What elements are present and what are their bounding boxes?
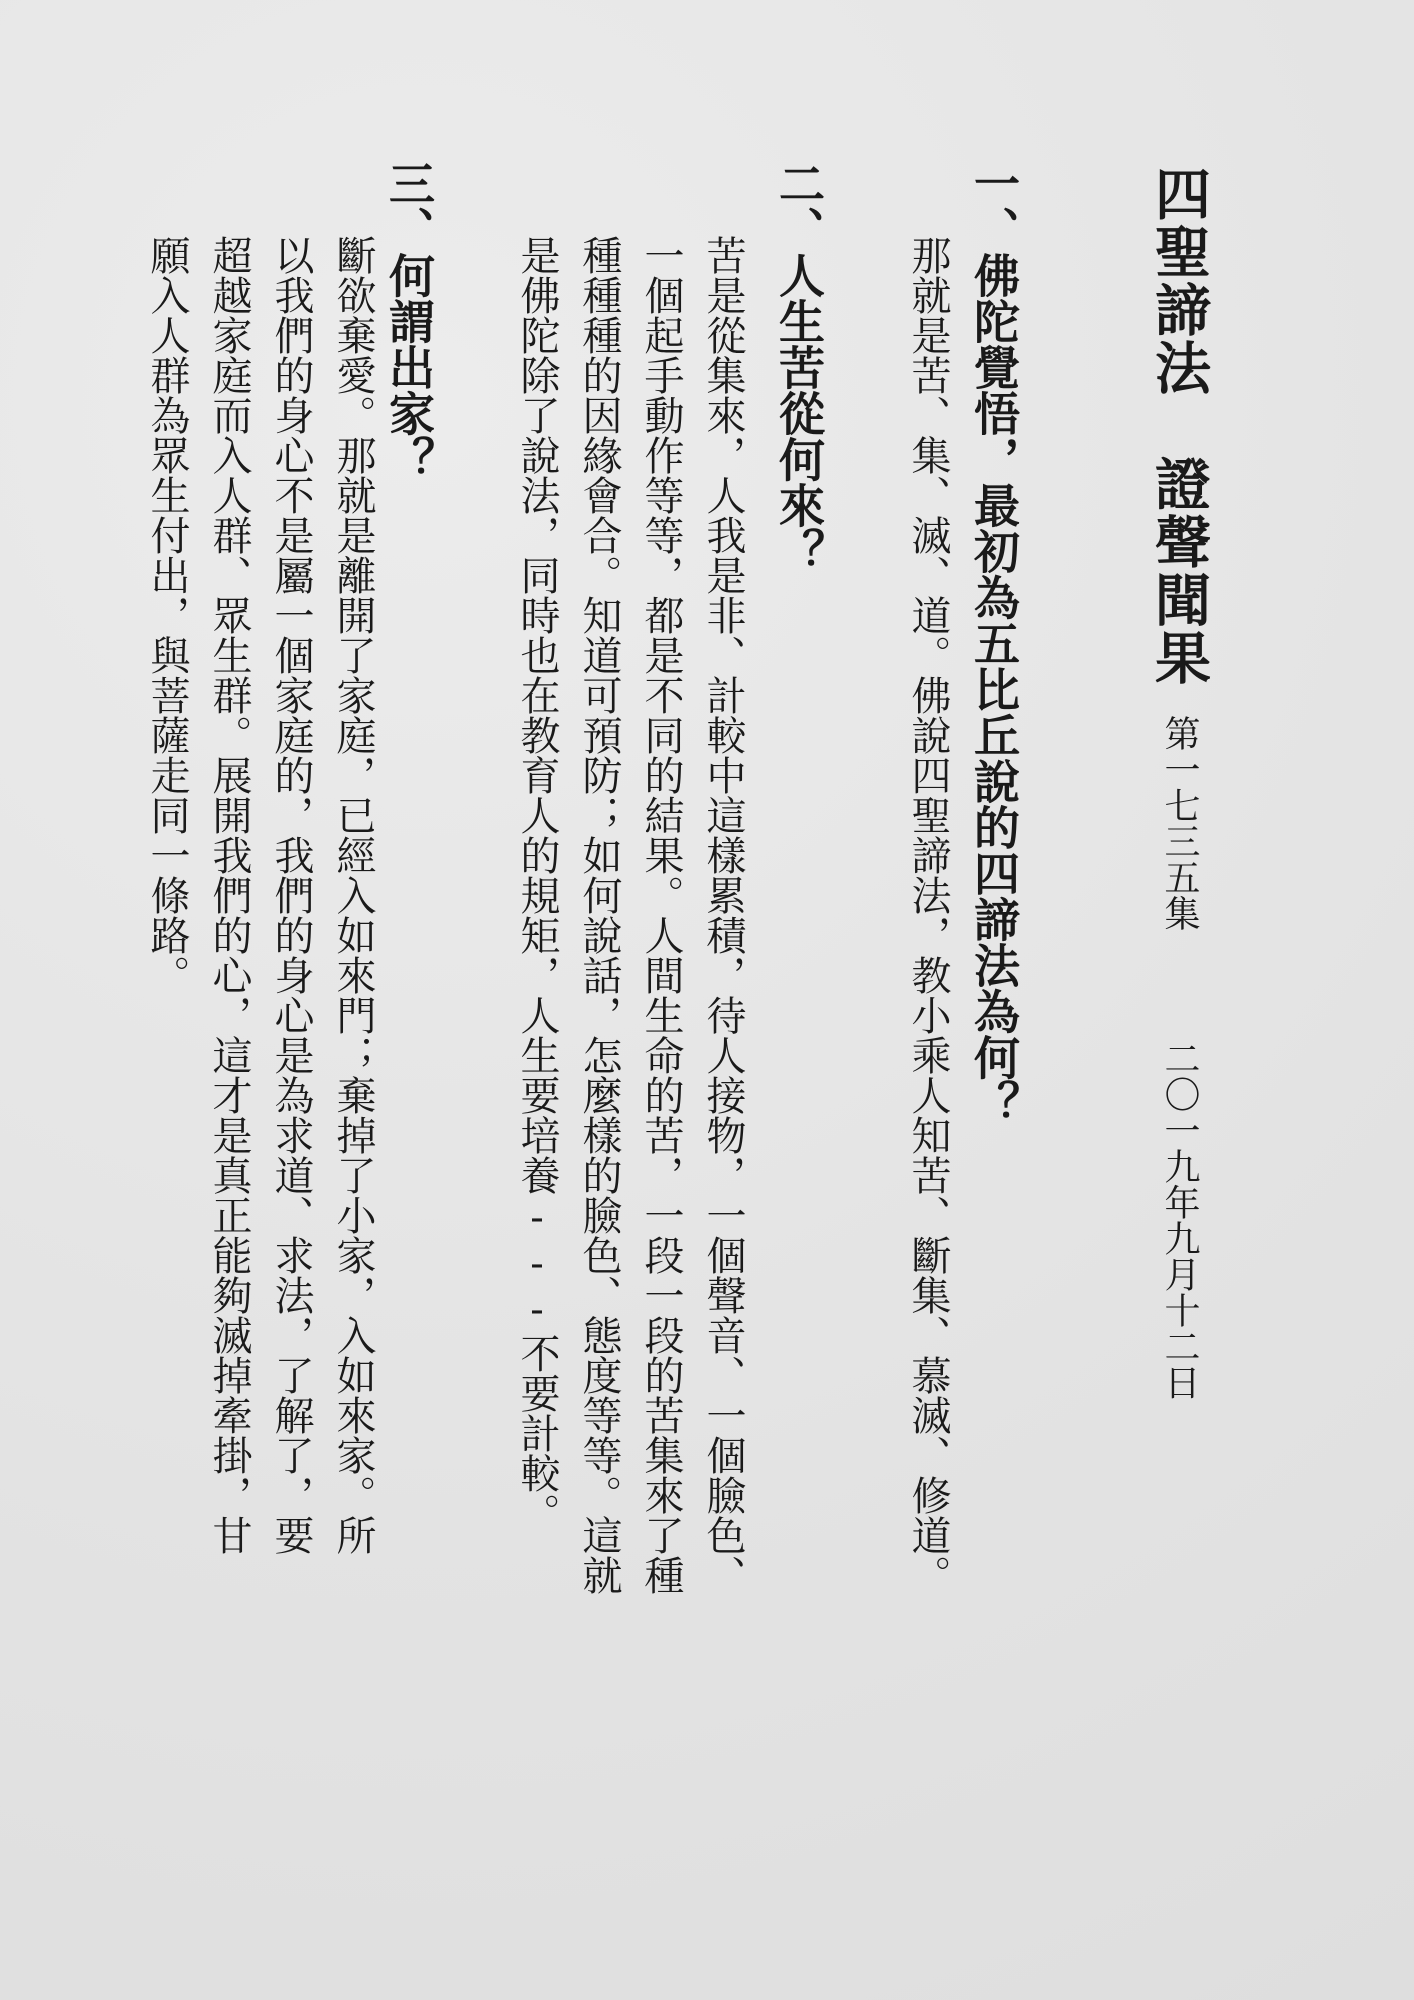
section-heading-1: 一、佛陀覺悟，最初為五比丘說的四諦法為何？ — [967, 160, 1021, 1126]
section-body-1: 那就是苦、集、滅、道。佛說四聖諦法，教小乘人知苦、斷集、慕滅、修道。 — [905, 235, 951, 1595]
page-title: 四聖諦法 證聲聞果 — [1146, 165, 1212, 687]
series-number: 第一七三五集 — [1159, 715, 1200, 931]
section-heading-3: 三、何謂出家？ — [382, 160, 436, 482]
section-body-2: 苦是從集來，人我是非、計較中這樣累積，待人接物，一個聲音、一個臉色、 一個起手動作等等，都是不同的結果。人間生命的苦，一段一段的苦集來了種 種種種的因緣會合。知道可預防；如何說話，怎麼樣的臉色、態度等等。這就 是佛陀除了說法，同時也在教育人的規矩，人生要培養---不要計較。 — [514, 235, 746, 1595]
section-body-3: 斷欲棄愛。那就是離開了家庭，已經入如來門；棄掉了小家，入如來家。所 以我們的身心不是屬一個家庭的，我們的身心是為求道、求法，了解了，要 超越家庭而入人群、眾生群。展開我們的心，這才是真正能夠滅掉牽掛，甘 願入人群為眾生付出，與菩薩走同一條路。 — [144, 235, 376, 1555]
date-label: 二〇一九年九月十二日 — [1159, 1040, 1200, 1400]
section-heading-2: 二、人生苦從何來？ — [772, 160, 826, 574]
